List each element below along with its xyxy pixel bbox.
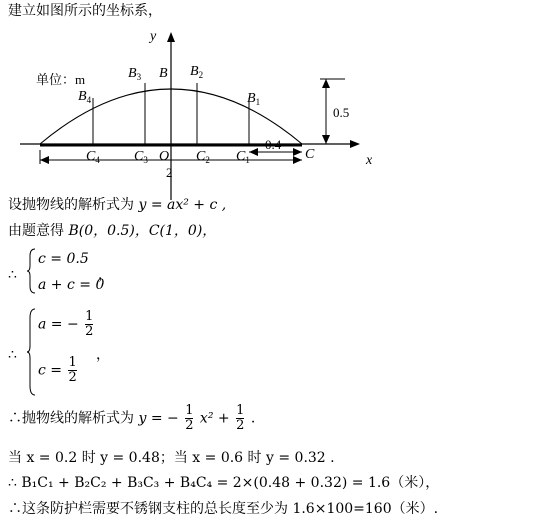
parabola-figure bbox=[0, 22, 539, 202]
y-axis-label: y bbox=[150, 29, 157, 44]
width-label: 0.4 bbox=[265, 137, 282, 152]
fraction-half-2: $\frac{1}{2}$ bbox=[236, 403, 245, 433]
line-sum: ∴ B₁C₁ + B₂C₂ + B₃C₃ + B₄C₄ = 2×(0.48 + 0.32) = 1.6（米）， bbox=[8, 475, 440, 491]
label-b1: $B_1$ bbox=[247, 91, 261, 107]
label-c4: $C_4$ bbox=[86, 149, 100, 165]
label-c: C bbox=[305, 147, 315, 162]
unit-label: 单位：m bbox=[36, 72, 86, 87]
height-arrow-up bbox=[322, 79, 330, 88]
line-given-points: 由题意得 B(0，0.5)，C(1，0)， bbox=[8, 223, 217, 239]
label-c3: $C_3$ bbox=[134, 149, 148, 165]
width-arrow-left bbox=[249, 148, 258, 156]
label-b4: $B_4$ bbox=[78, 89, 92, 105]
fraction-half-a: $\frac{1}{2}$ bbox=[85, 309, 94, 339]
x-axis-label: x bbox=[366, 153, 373, 168]
label-o: O bbox=[159, 149, 170, 164]
line-conclusion: ∴这条防护栏需要不锈钢支柱的总长度至少为 1.6×100=160（米）. bbox=[8, 501, 439, 517]
span-label: 2 bbox=[166, 165, 173, 180]
formula-points: B(0，0.5)，C(1，0)， bbox=[68, 223, 217, 239]
line-values: 当 x = 0.2 时 y = 0.48；当 x = 0.6 时 y = 0.32 . bbox=[8, 450, 335, 466]
label-b2: $B_2$ bbox=[190, 64, 204, 80]
brace-2 bbox=[26, 308, 36, 396]
label-b3: $B_3$ bbox=[128, 66, 142, 82]
line-parabola-result: ∴抛物线的解析式为 y = − $\frac{1}{2}$ x² + $\frac{1}{2}$ . bbox=[8, 403, 256, 433]
x-axis-arrow bbox=[350, 140, 360, 148]
span-arrow-right bbox=[293, 156, 302, 164]
width-arrow-right bbox=[293, 148, 302, 156]
fraction-half-c: $\frac{1}{2}$ bbox=[68, 355, 77, 385]
height-arrow-down bbox=[322, 135, 330, 144]
y-axis-arrow bbox=[167, 32, 175, 42]
fraction-half-1: $\frac{1}{2}$ bbox=[185, 403, 194, 433]
label-c2: $C_2$ bbox=[196, 149, 210, 165]
brace-1 bbox=[26, 248, 36, 294]
intro-text: 建立如图所示的坐标系， bbox=[8, 3, 162, 19]
height-label: 0.5 bbox=[333, 105, 350, 120]
label-c1: $C_1$ bbox=[236, 149, 250, 165]
formula-general: y = ax² + c , bbox=[138, 197, 227, 213]
label-b: B bbox=[159, 66, 168, 81]
span-arrow-left bbox=[40, 156, 49, 164]
line-parabola-form: 设抛物线的解析式为 y = ax² + c , bbox=[8, 197, 227, 213]
